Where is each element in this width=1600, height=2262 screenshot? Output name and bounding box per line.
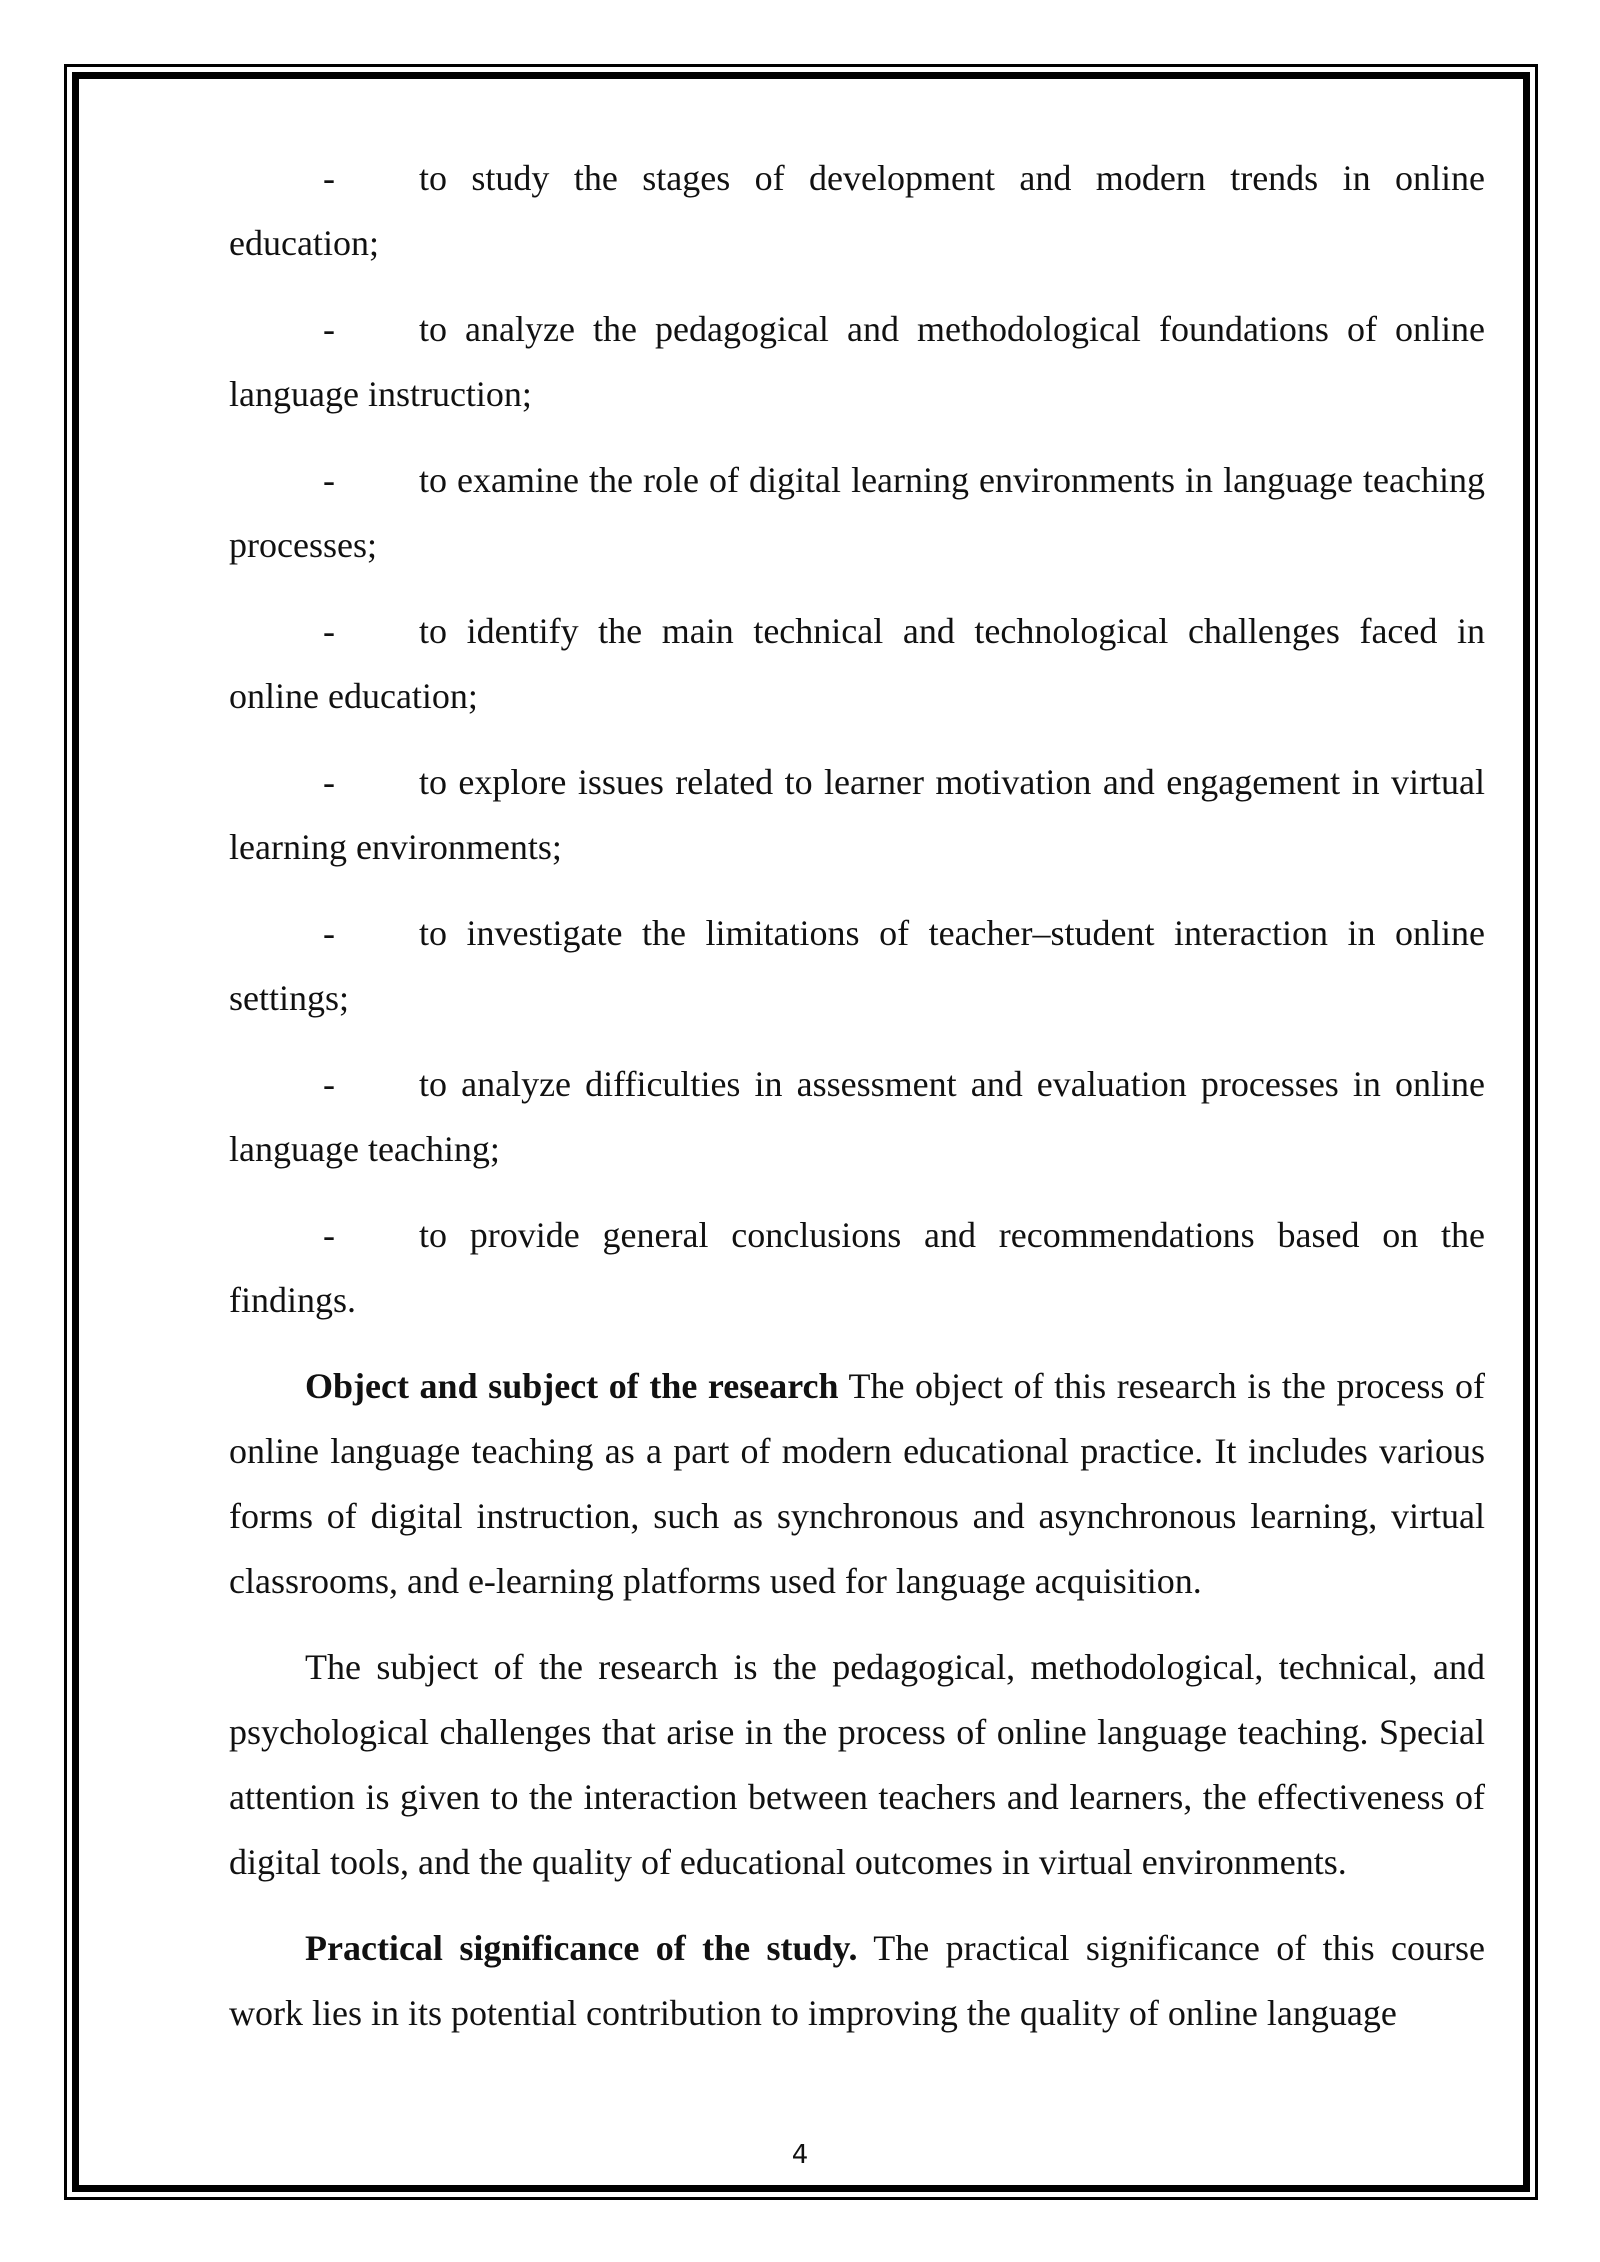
practical-paragraph: [229, 1916, 1485, 2046]
task-list-item: [229, 1203, 1485, 1333]
object-heading: Object and subject of the research: [305, 1366, 839, 1406]
list-dash: -: [323, 460, 335, 500]
list-dash: -: [323, 158, 335, 198]
list-dash: -: [323, 611, 335, 651]
list-item-text: to identify the main technical and technological challenges faced in online education;: [229, 611, 1485, 716]
task-list-item: [229, 448, 1485, 578]
task-list-item: [229, 297, 1485, 427]
task-list-item: [229, 1052, 1485, 1182]
list-item-text: to provide general conclusions and recommendations based on the findings.: [229, 1215, 1485, 1320]
task-list-item: [229, 901, 1485, 1031]
list-dash: -: [323, 762, 335, 802]
object-text: The object of this research is the process of online language teaching as a part of modern educational practice. It includes various forms of digital instruction, such as synchronous and asynchronous learning, virtual classrooms, and e-learning platforms used for language acquisition.: [229, 1366, 1485, 1601]
page-number: 4: [791, 2140, 809, 2170]
subject-paragraph: The subject of the research is the pedagogical, methodological, technical, and psychological challenges that arise in the process of online language teaching. Special attention is given to the interaction between teachers and learners, the effectiveness of digital tools, and the quality of educational outcomes in virtual environments.: [229, 1647, 1485, 1882]
list-item-text: to study the stages of development and modern trends in online education;: [229, 158, 1485, 263]
list-item-text: to investigate the limitations of teacher–student interaction in online settings;: [229, 913, 1485, 1018]
document-body: [229, 146, 1485, 2067]
practical-text: The practical significance of this course work lies in its potential contribution to improving the quality of online language: [229, 1928, 1485, 2033]
practical-heading: Practical significance of the study.: [305, 1928, 858, 1968]
task-list-item: [229, 599, 1485, 729]
list-dash: -: [323, 1215, 335, 1255]
task-list-item: [229, 146, 1485, 276]
object-paragraph: [229, 1354, 1485, 1614]
list-dash: -: [323, 913, 335, 953]
list-item-text: to analyze the pedagogical and methodological foundations of online language instruction;: [229, 309, 1485, 414]
list-item-text: to explore issues related to learner motivation and engagement in virtual learning environments;: [229, 762, 1485, 867]
list-item-text: to examine the role of digital learning environments in language teaching processes;: [229, 460, 1485, 565]
list-dash: -: [323, 1064, 335, 1104]
list-item-text: to analyze difficulties in assessment and evaluation processes in online language teaching;: [229, 1064, 1485, 1169]
list-dash: -: [323, 309, 335, 349]
task-list-item: [229, 750, 1485, 880]
